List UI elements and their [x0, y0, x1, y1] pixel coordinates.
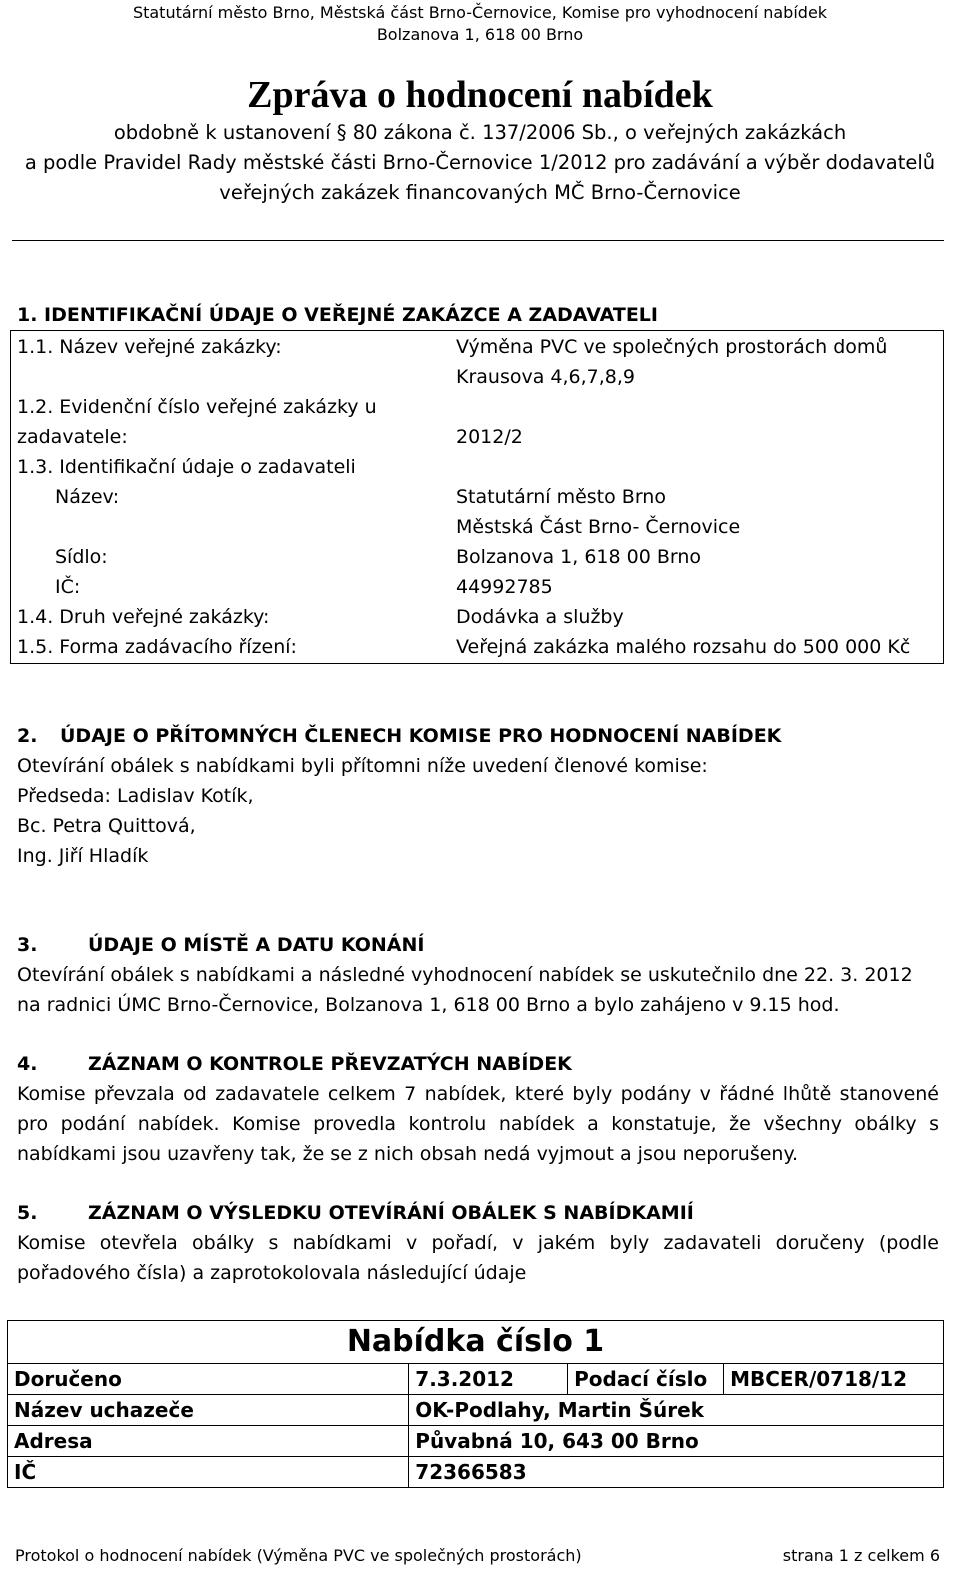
section-3-line-1: Otevírání obálek s nabídkami a následné vyhodnocení nabídek se uskutečnilo dne 22. 3. 2012 — [17, 964, 913, 986]
section-2-chairman: Předseda: Ladislav Kotík, — [17, 785, 254, 807]
section-2-member-1: Bc. Petra Quittová, — [17, 815, 196, 837]
section-5-heading: ZÁZNAM O VÝSLEDKU OTEVÍRÁNÍ OBÁLEK S NABÍDKAMIÍ — [88, 1202, 694, 1224]
offer-row-bidder — [8, 1395, 944, 1426]
section-5-line-1: Komise otevřela obálky s nabídkami v pořadí, v jakém byly zadavateli doručeny (podle — [17, 1232, 939, 1254]
section-5-line-2: pořadového čísla) a zaprotokolovala následující údaje — [17, 1262, 527, 1284]
section-4-heading: ZÁZNAM O KONTROLE PŘEVZATÝCH NABÍDEK — [88, 1053, 572, 1075]
value-contract-name-2: Krausova 4,6,7,8,9 — [456, 366, 636, 388]
section-5-number: 5. — [17, 1202, 38, 1224]
value-contract-name-1: Výměna PVC ve společných prostorách domů — [456, 336, 888, 358]
section-4-line-3: nabídkami jsou uzavřeny tak, že se z nich obsah nedá vyjmout a jsou neporušeny. — [17, 1143, 799, 1165]
value-evidence-number: 2012/2 — [456, 426, 523, 448]
section-4-line-2: pro podání nabídek. Komise provedla kontrolu nabídek a konstatuje, že všechny obálky s — [17, 1113, 939, 1135]
offer-title: Nabídka číslo 1 — [346, 1324, 605, 1359]
offer-row-delivered — [8, 1364, 944, 1395]
value-procedure-form: Veřejná zakázka malého rozsahu do 500 000 Kč — [456, 636, 911, 658]
section-3-heading: ÚDAJE O MÍSTĚ A DATU KONÁNÍ — [88, 934, 425, 956]
document-title: Zpráva o hodnocení nabídek — [247, 74, 713, 116]
offer-delivered-value: 7.3.2012 — [409, 1364, 568, 1395]
footer-document-name: Protokol o hodnocení nabídek (Výměna PVC ve společných prostorách) — [15, 1546, 582, 1565]
subtitle-line-2: a podle Pravidel Rady městské části Brno-Černovice 1/2012 pro zadávání a výběr dodavatelů — [24, 151, 936, 174]
header-address: Bolzanova 1, 618 00 Brno — [376, 25, 584, 44]
subtitle-line-1: obdobně k ustanovení § 80 zákona č. 137/2006 Sb., o veřejných zakázkách — [113, 121, 847, 144]
section-2-heading: ÚDAJE O PŘÍTOMNÝCH ČLENECH KOMISE PRO HODNOCENÍ NABÍDEK — [60, 725, 782, 747]
offer-delivered-label: Doručeno — [8, 1364, 409, 1395]
section-2-number: 2. — [17, 725, 38, 747]
offer-bidder-label: Název uchazeče — [8, 1395, 409, 1426]
offer-address-label: Adresa — [8, 1426, 409, 1457]
label-evidence-number-1: 1.2. Evidenční číslo veřejné zakázky u — [17, 396, 377, 418]
section-4-line-1: Komise převzala od zadavatele celkem 7 nabídek, které byly podány v řádné lhůtě stanovené — [17, 1083, 939, 1105]
offer-ref-label: Podací číslo — [568, 1364, 724, 1395]
section-2-line-1: Otevírání obálek s nabídkami byli přítomni níže uvedení členové komise: — [17, 755, 708, 777]
section-3-line-2: na radnici ÚMC Brno-Černovice, Bolzanova 1, 618 00 Brno a bylo zahájeno v 9.15 hod. — [17, 994, 840, 1016]
footer-page-number: strana 1 z celkem 6 — [782, 1546, 940, 1565]
offer-ic-label: IČ — [8, 1457, 409, 1488]
offer-row-address — [8, 1426, 944, 1457]
label-evidence-number-2: zadavatele: — [17, 426, 128, 448]
section-4-number: 4. — [17, 1053, 38, 1075]
value-contract-type: Dodávka a služby — [456, 606, 624, 628]
offer-ic-value: 72366583 — [409, 1457, 944, 1488]
label-procedure-form: 1.5. Forma zadávacího řízení: — [17, 636, 297, 658]
offer-ref-value: MBCER/0718/12 — [724, 1364, 944, 1395]
label-authority-ic: IČ: — [55, 576, 81, 598]
offer-address-value: Půvabná 10, 643 00 Brno — [409, 1426, 944, 1457]
header-organization: Statutární město Brno, Městská část Brno-Černovice, Komise pro vyhodnocení nabídek — [132, 3, 828, 22]
title-divider — [12, 240, 944, 241]
value-authority-name-2: Městská Část Brno- Černovice — [456, 516, 741, 538]
subtitle-line-3: veřejných zakázek financovaných MČ Brno-Černovice — [219, 181, 741, 204]
contract-info-box — [10, 330, 944, 664]
label-authority-name: Název: — [55, 486, 120, 508]
value-authority-ic: 44992785 — [456, 576, 553, 598]
value-authority-name-1: Statutární město Brno — [456, 486, 666, 508]
section-1-heading: 1. IDENTIFIKAČNÍ ÚDAJE O VEŘEJNÉ ZAKÁZCE A ZADAVATELI — [17, 304, 658, 326]
label-contract-name: 1.1. Název veřejné zakázky: — [17, 336, 282, 358]
value-authority-seat: Bolzanova 1, 618 00 Brno — [456, 546, 702, 568]
label-authority-seat: Sídlo: — [55, 546, 108, 568]
offer-bidder-value: OK-Podlahy, Martin Šúrek — [409, 1395, 944, 1426]
section-2-member-2: Ing. Jiří Hladík — [17, 845, 149, 867]
offer-title-box — [7, 1320, 944, 1364]
section-3-number: 3. — [17, 934, 38, 956]
offer-row-ic — [8, 1457, 944, 1488]
offer-table — [7, 1363, 944, 1488]
label-contract-type: 1.4. Druh veřejné zakázky: — [17, 606, 270, 628]
label-contracting-authority: 1.3. Identifikační údaje o zadavateli — [17, 456, 356, 478]
